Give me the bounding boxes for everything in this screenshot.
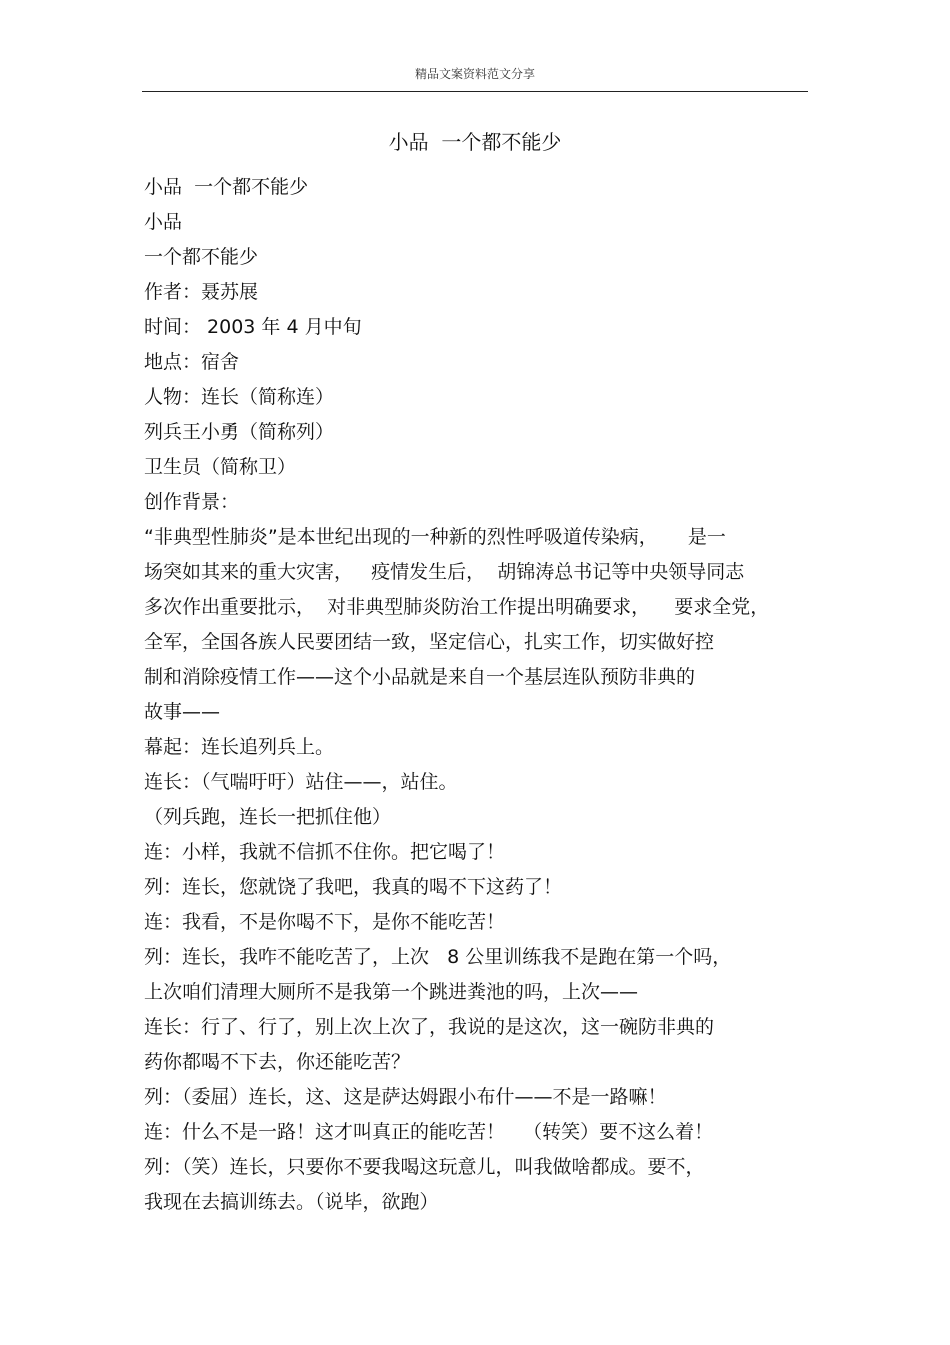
text-line: “非典型性肺炎”是本世纪出现的一种新的烈性呼吸道传染病， 是一 <box>144 526 726 548</box>
text-line: 时间： 2003 年 4 月中旬 <box>144 316 362 338</box>
text-line: 连长：（气喘吁吁）站住——，站住。 <box>144 771 458 793</box>
text-line: 人物：连长（简称连） <box>144 386 335 408</box>
text-line: 地点：宿舍 <box>144 351 240 373</box>
text-line: 多次作出重要批示， 对非典型肺炎防治工作提出明确要求， 要求全党， <box>144 596 770 618</box>
text-line: 我现在去搞训练去。（说毕，欲跑） <box>144 1191 439 1213</box>
text-line: 上次咱们清理大厕所不是我第一个跳进粪池的吗，上次—— <box>144 981 639 1003</box>
text-line: 连：我看，不是你喝不下，是你不能吃苦！ <box>144 911 506 933</box>
text-line: 药你都喝不下去，你还能吃苦？ <box>144 1051 411 1073</box>
text-line: 制和消除疫情工作——这个小品就是来自一个基层连队预防非典的 <box>144 666 696 688</box>
text-line: 全军，全国各族人民要团结一致，坚定信心，扎实工作，切实做好控 <box>144 631 715 653</box>
text-line: （列兵跑，连长一把抓住他） <box>144 806 392 828</box>
text-line: 作者：聂苏展 <box>144 281 259 303</box>
text-line: 列：（委屈）连长，这、这是萨达姆跟小布什——不是一路嘛！ <box>144 1086 667 1108</box>
text-line: 列：（笑）连长，只要你不要我喝这玩意儿，叫我做啥都成。要不， <box>144 1156 705 1178</box>
text-line: 卫生员（简称卫） <box>144 456 297 478</box>
text-line: 故事—— <box>144 701 221 723</box>
text-line: 小品 <box>144 211 183 233</box>
text-line: 连长：行了、行了，别上次上次了，我说的是这次，这一碗防非典的 <box>144 1016 715 1038</box>
text-line: 小品 一个都不能少 <box>144 176 309 198</box>
document-body <box>144 170 814 1220</box>
text-line: 列：连长，我咋不能吃苦了，上次 8 公里训练我不是跑在第一个吗， <box>144 946 732 968</box>
text-line: 创作背景： <box>144 491 240 513</box>
document-title: 小品 一个都不能少 <box>388 130 562 154</box>
text-line: 连：什么不是一路！这才叫真正的能吃苦！ （转笑）要不这么着！ <box>144 1121 714 1143</box>
text-line: 列：连长，您就饶了我吧，我真的喝不下这药了！ <box>144 876 563 898</box>
text-line: 一个都不能少 <box>144 246 259 268</box>
text-line: 连：小样，我就不信抓不住你。把它喝了！ <box>144 841 506 863</box>
text-line: 列兵王小勇（简称列） <box>144 421 335 443</box>
page-header: 精品文案资料范文分享 <box>414 67 535 81</box>
text-line: 幕起：连长追列兵上。 <box>144 736 335 758</box>
text-line: 场突如其来的重大灾害， 疫情发生后， 胡锦涛总书记等中央领导同志 <box>144 561 745 583</box>
header-divider <box>142 91 808 92</box>
